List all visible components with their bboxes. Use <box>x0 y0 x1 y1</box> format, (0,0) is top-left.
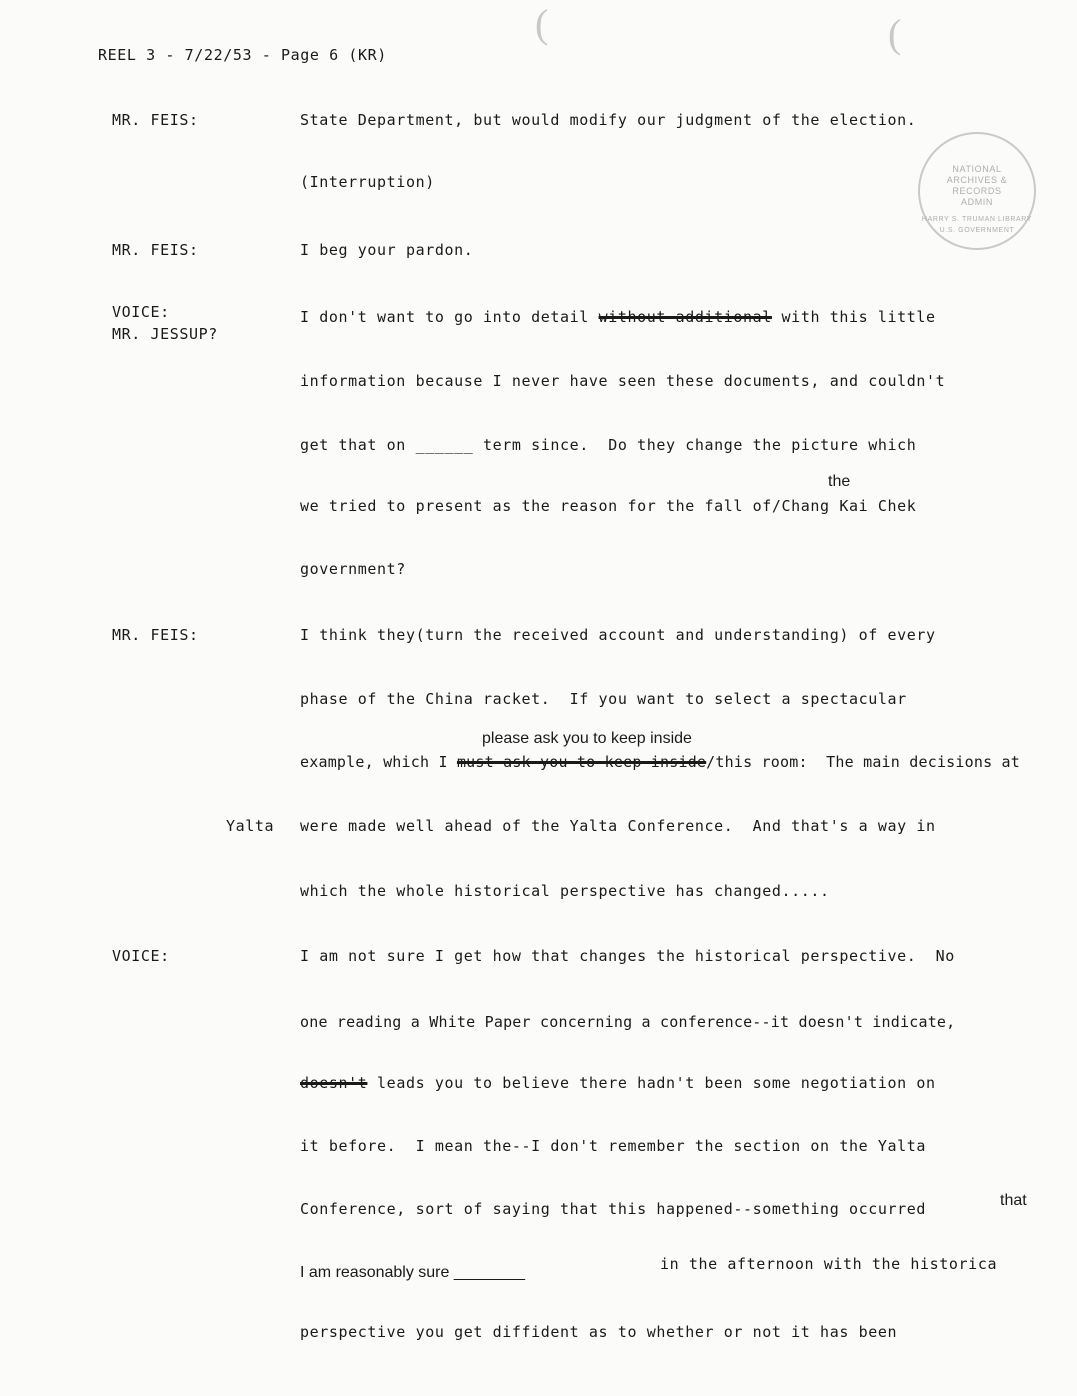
text-run: I don't want to go into detail <box>300 308 599 326</box>
dialogue-line <box>300 436 916 454</box>
speaker-label: VOICE: <box>112 303 170 321</box>
handwritten-line <box>300 1264 525 1282</box>
speaker-label: MR. FEIS: <box>112 626 199 644</box>
speaker-label: MR. JESSUP? <box>112 325 218 343</box>
scan-mark: ( <box>535 1 549 46</box>
stamp-line: NATIONAL <box>952 164 1002 174</box>
dialogue-line: which the whole historical perspective has changed..... <box>300 882 830 900</box>
text-run: /this room: The main decisions at <box>706 753 1021 771</box>
margin-note: Yalta <box>226 817 275 835</box>
stamp-line: RECORDS <box>952 186 1002 196</box>
struck-text: without additional <box>598 308 772 326</box>
text-run: example, which I <box>300 753 457 771</box>
stamp-line: ARCHIVES & <box>946 175 1008 185</box>
page-header: REEL 3 - 7/22/53 - Page 6 (KR) <box>98 46 387 64</box>
text-run: with this little <box>771 308 936 326</box>
dialogue-line: information because I never have seen these documents, and couldn't <box>300 372 946 390</box>
scan-mark: ( <box>888 11 902 56</box>
dialogue-line: phase of the China racket. If you want to select a spectacular <box>300 690 907 708</box>
speaker-label: MR. FEIS: <box>112 241 199 259</box>
archives-stamp <box>918 132 1036 250</box>
dialogue-line: Conference, sort of saying that this happened--something occurred <box>300 1200 926 1218</box>
dialogue-line: (Interruption) <box>300 173 435 191</box>
handwritten-insert: please ask you to keep inside <box>482 730 692 747</box>
blank-line: ______ <box>415 436 474 454</box>
text-run: term since. Do they change the picture which <box>473 436 917 454</box>
stamp-line: ADMIN <box>961 197 993 207</box>
handwritten-insert: the <box>828 473 851 490</box>
dialogue-line: government? <box>300 560 406 578</box>
dialogue-line: perspective you get diffident as to whether or not it has been <box>300 1323 898 1341</box>
dialogue-line: were made well ahead of the Yalta Conference. And that's a way in <box>300 817 936 835</box>
dialogue-line: I beg your pardon. <box>300 241 474 259</box>
struck-text: must ask you to keep inside <box>456 753 707 771</box>
text-run: get that on <box>300 436 416 454</box>
text-run: leads you to believe there hadn't been some negotiation on <box>367 1074 936 1092</box>
dialogue-line: it before. I mean the--I don't remember the section on the Yalta <box>300 1137 926 1155</box>
dialogue-line <box>300 753 1020 771</box>
handwritten-insert: that <box>1000 1192 1027 1209</box>
dialogue-line: one reading a White Paper concerning a conference--it doesn't indicate, <box>300 1013 956 1031</box>
dialogue-line: in the afternoon with the historica <box>660 1255 998 1273</box>
dialogue-line: we tried to present as the reason for the fall of/Chang Kai Chek <box>300 497 917 515</box>
dialogue-line: State Department, but would modify our judgment of the election. <box>300 111 917 129</box>
stamp-ring-text: HARRY S. TRUMAN LIBRARY U.S. GOVERNMENT <box>921 216 1033 234</box>
struck-text: doesn't <box>300 1074 368 1092</box>
speaker-label: VOICE: <box>112 947 170 965</box>
speaker-label: MR. FEIS: <box>112 111 199 129</box>
text-run: I am reasonably sure <box>300 1264 454 1281</box>
dialogue-line <box>300 308 936 326</box>
blank-line: ________ <box>453 1264 526 1281</box>
dialogue-line <box>300 1074 936 1092</box>
dialogue-line: I am not sure I get how that changes the historical perspective. No <box>300 947 955 965</box>
dialogue-line: I think they(turn the received account and understanding) of every <box>300 626 936 644</box>
